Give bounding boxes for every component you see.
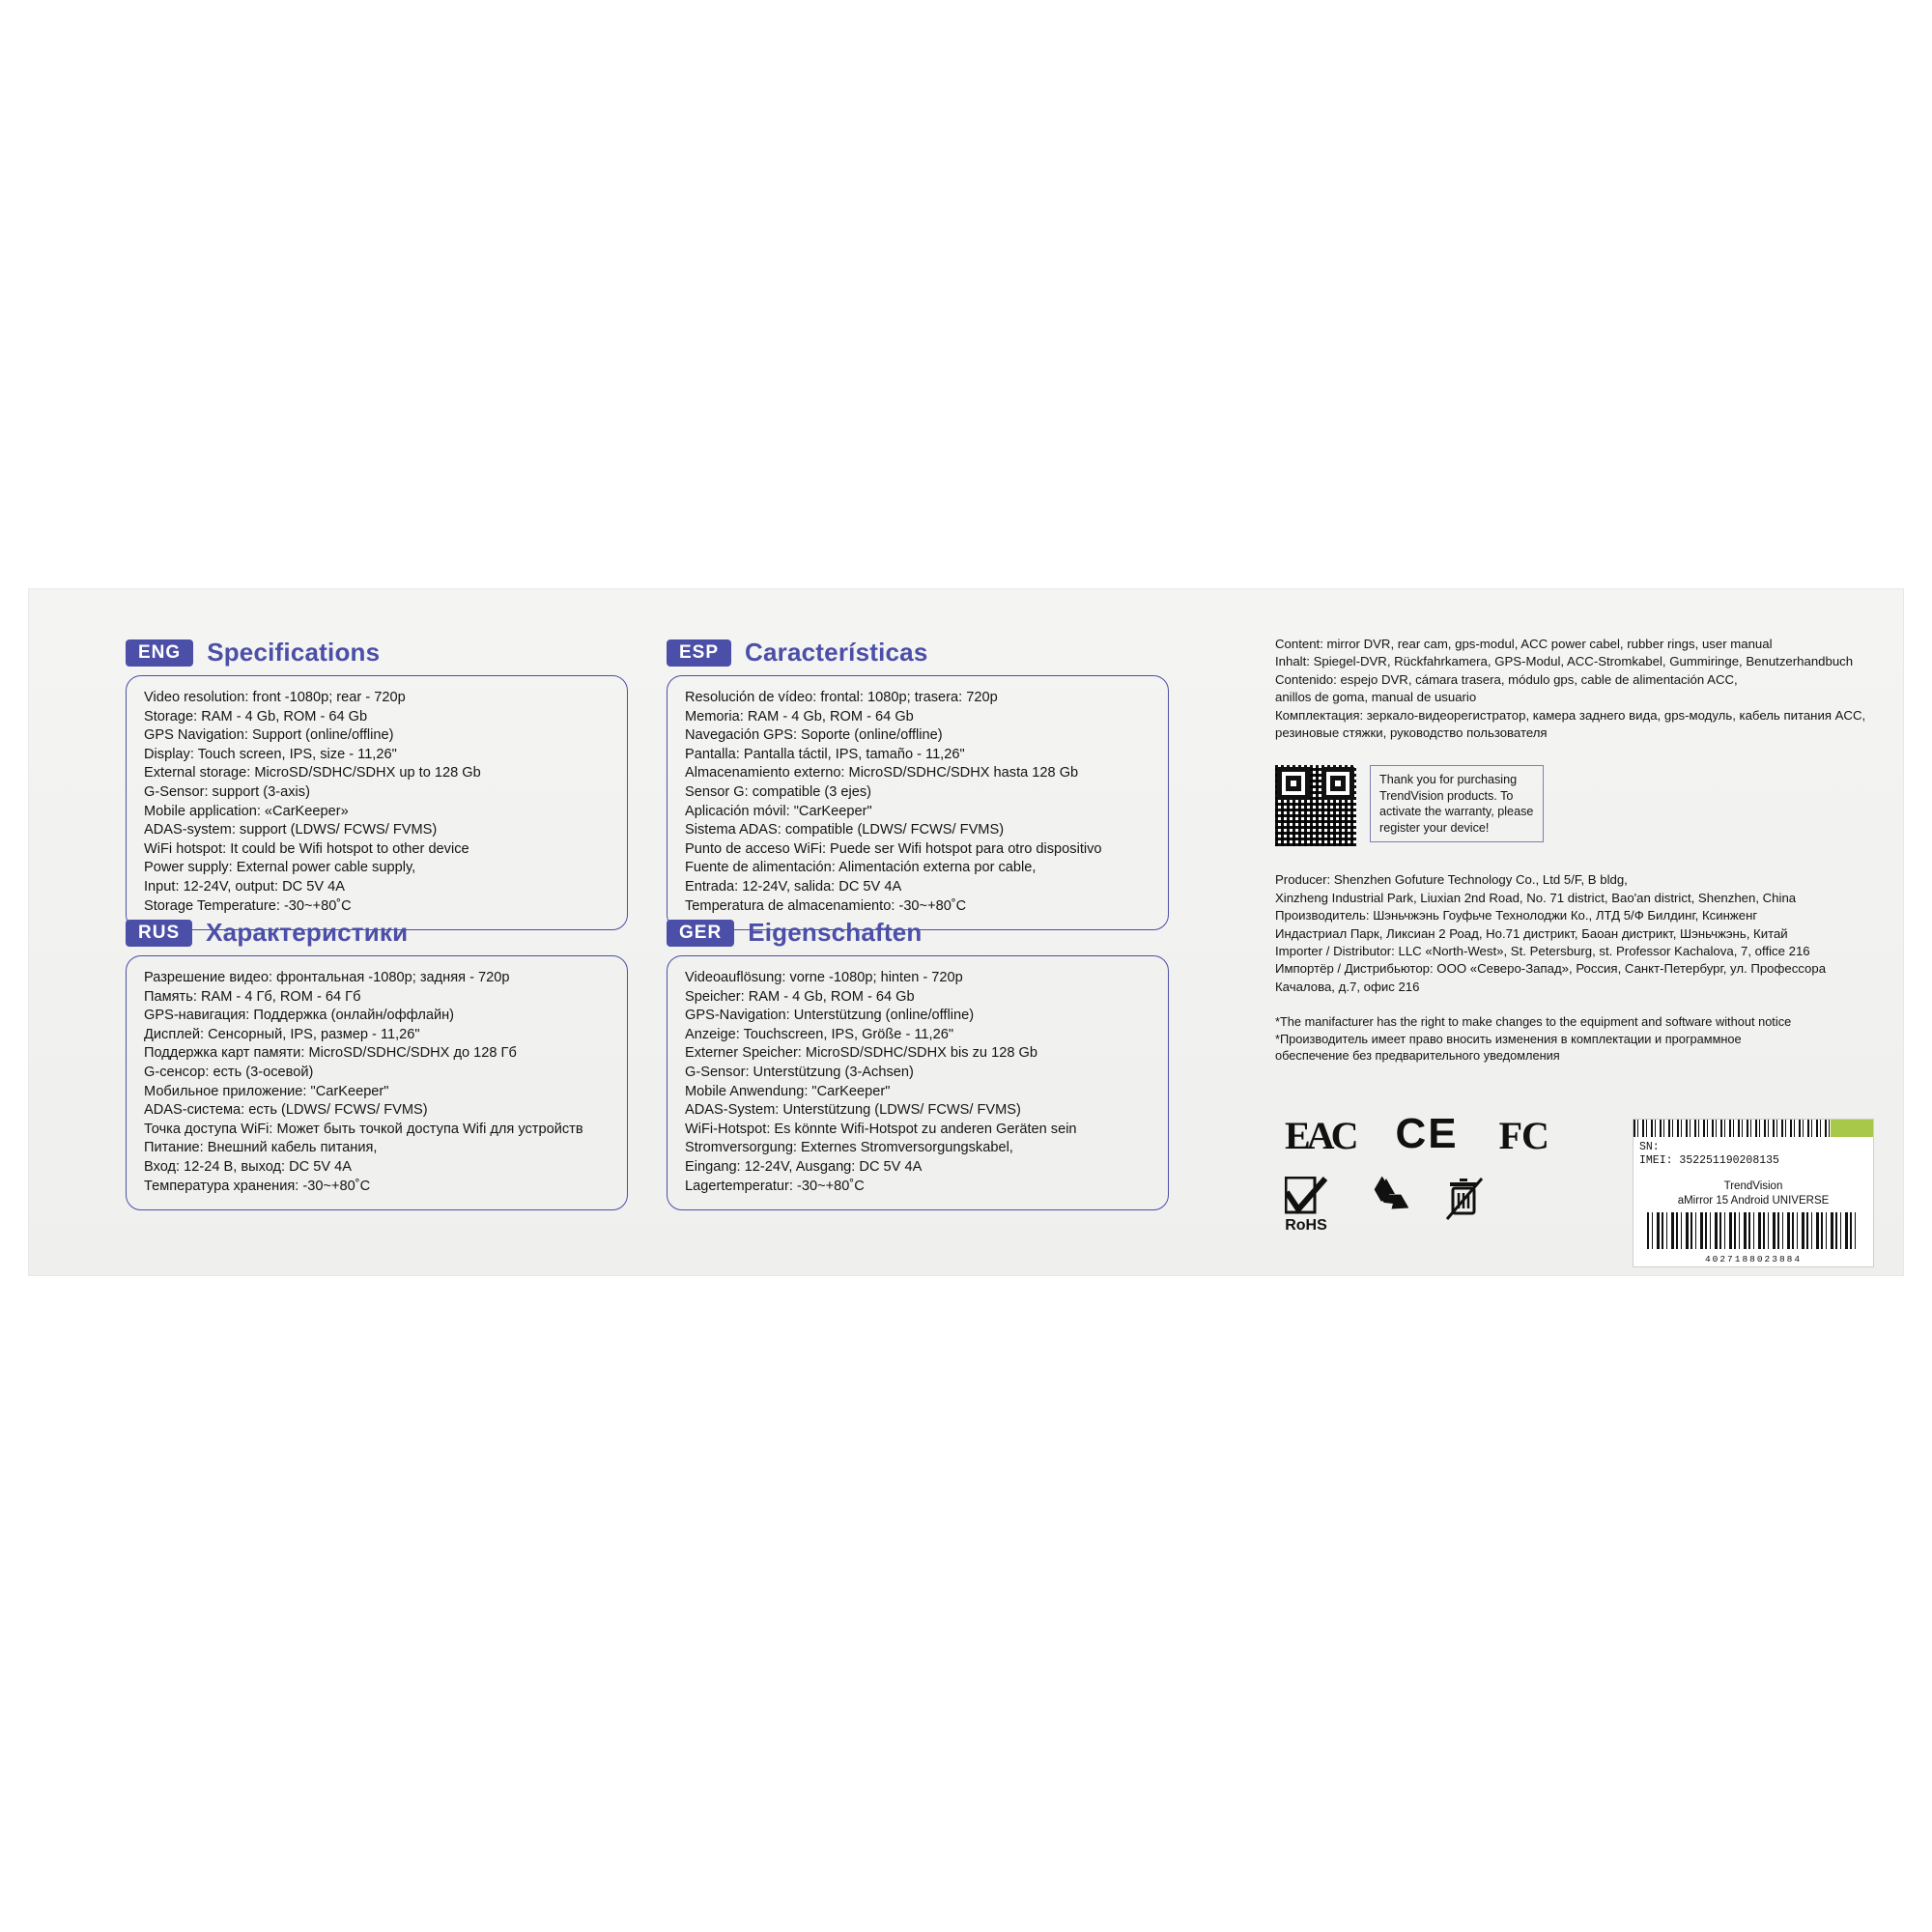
spec-line: Storage: RAM - 4 Gb, ROM - 64 Gb bbox=[144, 708, 368, 724]
spec-line: Aplicación móvil: "CarKeeper" bbox=[685, 803, 872, 819]
disclaimer-line: *Производитель имеет право вносить изменения в комплектации и программное bbox=[1275, 1031, 1742, 1046]
spec-list-ger bbox=[667, 955, 1169, 1210]
spec-title-ger: Eigenschaften bbox=[748, 918, 923, 947]
marks-row-bottom bbox=[1285, 1177, 1536, 1235]
spec-line: Lagertemperatur: -30~+80˚C bbox=[685, 1178, 865, 1194]
lang-tag-esp: ESP bbox=[667, 639, 731, 667]
spec-line: Memoria: RAM - 4 Gb, ROM - 64 Gb bbox=[685, 708, 914, 724]
model-name: aMirror 15 Android UNIVERSE bbox=[1677, 1194, 1830, 1207]
spec-line: ADAS-system: support (LDWS/ FCWS/ FVMS) bbox=[144, 822, 438, 838]
spec-header-rus bbox=[126, 918, 647, 948]
spec-line: ADAS-System: Unterstützung (LDWS/ FCWS/ FVMS) bbox=[685, 1102, 1021, 1119]
panel-surface bbox=[29, 589, 1903, 1275]
spec-line: Дисплей: Сенсорный, IPS, размер - 11,26" bbox=[144, 1026, 420, 1042]
spec-line: Питание: Внешний кабель питания, bbox=[144, 1140, 378, 1156]
spec-line: G-Sensor: Unterstützung (3-Achsen) bbox=[685, 1064, 914, 1080]
spec-header-eng bbox=[126, 638, 647, 668]
spec-line: Anzeige: Touchscreen, IPS, Größe - 11,26" bbox=[685, 1026, 954, 1042]
imei-value: 352251190208135 bbox=[1679, 1154, 1779, 1167]
fcc-mark-icon: FC bbox=[1498, 1114, 1548, 1157]
barcode-number: 4027188023884 bbox=[1704, 1254, 1803, 1264]
spec-line: Fuente de alimentación: Alimentación externa por cable, bbox=[685, 860, 1037, 876]
spec-block-ger bbox=[667, 918, 1188, 1210]
contents-line: Contenido: espejo DVR, cámara trasera, módulo gps, cable de alimentación ACC, bbox=[1275, 671, 1738, 687]
spec-line: G-Sensor: support (3-axis) bbox=[144, 783, 310, 800]
sn-field: SN: bbox=[1639, 1141, 1660, 1153]
right-info-column bbox=[1275, 636, 1874, 1065]
spec-line: Display: Touch screen, IPS, size - 11,26" bbox=[144, 746, 397, 762]
spec-line: Video resolution: front -1080p; rear - 720p bbox=[144, 690, 406, 705]
spec-line: Eingang: 12-24V, Ausgang: DC 5V 4A bbox=[685, 1158, 923, 1175]
recycle-mark-icon bbox=[1364, 1177, 1408, 1219]
producer-line: Производитель: Шэньчжэнь Гоуфьче Технолоджи Ко., ЛТД 5/Ф Билдинг, Ксинженг bbox=[1275, 908, 1758, 923]
producer-line: Xinzheng Industrial Park, Liuxian 2nd Road, No. 71 district, Bao'an district, Shenzhen, China bbox=[1275, 890, 1797, 905]
spec-line: Punto de acceso WiFi: Puede ser Wifi hotspot para otro dispositivo bbox=[685, 840, 1102, 857]
spec-line: Pantalla: Pantalla táctil, IPS, tamaño - 11,26" bbox=[685, 746, 965, 762]
spec-line: Stromversorgung: Externes Stromversorgungskabel, bbox=[685, 1140, 1013, 1156]
spec-line: Resolución de vídeo: frontal: 1080p; trasera: 720p bbox=[685, 690, 998, 705]
spec-line: Videoauflösung: vorne -1080p; hinten - 720p bbox=[685, 970, 963, 985]
spec-line: GPS Navigation: Support (online/offline) bbox=[144, 727, 394, 744]
packaging-panel bbox=[29, 589, 1903, 1275]
marks-row-top bbox=[1285, 1101, 1548, 1157]
model-info bbox=[1634, 1179, 1873, 1208]
spec-line: Разрешение видео: фронтальная -1080p; задняя - 720p bbox=[144, 970, 510, 985]
spec-block-eng bbox=[126, 638, 647, 930]
brand-name: TrendVision bbox=[1723, 1180, 1783, 1192]
qr-code-icon[interactable] bbox=[1275, 765, 1356, 846]
disclaimer-text bbox=[1275, 1013, 1874, 1065]
disclaimer-line: *The manifacturer has the right to make changes to the equipment and software without notice bbox=[1275, 1014, 1792, 1030]
imei-field bbox=[1639, 1154, 1779, 1168]
package-contents bbox=[1275, 636, 1874, 742]
spec-line: WiFi-Hotspot: Es könnte Wifi-Hotspot zu anderen Geräten sein bbox=[685, 1121, 1077, 1137]
producer-line: Importer / Distributor: LLC «North-West», St. Petersburg, st. Professor Kachalova, 7, office 216 bbox=[1275, 944, 1810, 959]
spec-line: Sensor G: compatible (3 ejes) bbox=[685, 783, 872, 800]
spec-line: Mobile application: «CarKeeper» bbox=[144, 803, 349, 819]
label-green-marker bbox=[1831, 1120, 1873, 1137]
spec-line: Speicher: RAM - 4 Gb, ROM - 64 Gb bbox=[685, 988, 915, 1005]
lang-tag-ger: GER bbox=[667, 920, 734, 947]
spec-line: Navegación GPS: Soporte (online/offline) bbox=[685, 727, 943, 744]
spec-header-esp bbox=[667, 638, 1188, 668]
producer-line: Producer: Shenzhen Gofuture Technology Co., Ltd 5/F, B bldg, bbox=[1275, 872, 1628, 888]
spec-line: Storage Temperature: -30~+80˚C bbox=[144, 897, 352, 914]
spec-list-rus bbox=[126, 955, 628, 1210]
contents-line: Inhalt: Spiegel-DVR, Rückfahrkamera, GPS-Modul, ACC-Stromkabel, Gummiringe, Benutzerhandbuch bbox=[1275, 654, 1854, 669]
spec-line: Точка доступа WiFi: Может быть точкой доступа Wifi для устройств bbox=[144, 1121, 583, 1137]
spec-line: Вход: 12-24 В, выход: DC 5V 4A bbox=[144, 1158, 353, 1175]
producer-line: Качалова, д.7, офис 216 bbox=[1275, 979, 1420, 994]
producer-line: Импортёр / Дистрибьютор: ООО «Северо-Запад», Россия, Санкт-Петербург, ул. Профессора bbox=[1275, 961, 1827, 977]
spec-line: Память: RAM - 4 Гб, ROM - 64 Гб bbox=[144, 988, 361, 1005]
spec-line: Externer Speicher: MicroSD/SDHC/SDHX bis zu 128 Gb bbox=[685, 1045, 1037, 1062]
spec-title-esp: Características bbox=[745, 638, 928, 667]
qr-registration-row bbox=[1275, 765, 1874, 846]
spec-list-eng bbox=[126, 675, 628, 930]
spec-list-esp bbox=[667, 675, 1169, 930]
spec-block-esp bbox=[667, 638, 1188, 930]
spec-line: GPS-навигация: Поддержка (онлайн/оффлайн) bbox=[144, 1008, 455, 1024]
spec-line: External storage: MicroSD/SDHC/SDHX up to 128 Gb bbox=[144, 765, 481, 781]
spec-header-ger bbox=[667, 918, 1188, 948]
spec-line: Sistema ADAS: compatible (LDWS/ FCWS/ FVMS) bbox=[685, 822, 1005, 838]
certification-marks bbox=[1285, 1101, 1548, 1235]
spec-line: Input: 12-24V, output: DC 5V 4A bbox=[144, 878, 345, 895]
spec-title-eng: Specifications bbox=[207, 638, 381, 667]
spec-block-rus bbox=[126, 918, 647, 1210]
weee-bin-mark-icon bbox=[1445, 1177, 1484, 1221]
contents-line: anillos de goma, manual de usuario bbox=[1275, 690, 1477, 705]
ean-barcode bbox=[1647, 1212, 1860, 1249]
spec-line: Entrada: 12-24V, salida: DC 5V 4A bbox=[685, 878, 902, 895]
ce-mark-icon: CE bbox=[1395, 1110, 1459, 1157]
spec-line: ADAS-система: есть (LDWS/ FCWS/ FVMS) bbox=[144, 1102, 428, 1119]
lang-tag-rus: RUS bbox=[126, 920, 192, 947]
disclaimer-line: обеспечение без предварительного уведомления bbox=[1275, 1048, 1560, 1064]
contents-line: резиновые стяжки, руководство пользователя bbox=[1275, 725, 1548, 741]
spec-line: WiFi hotspot: It could be Wifi hotspot to other device bbox=[144, 840, 469, 857]
producer-line: Индастриал Парк, Ликсиан 2 Роад, Но.71 дистрикт, Баоан дистрикт, Шэньчжэнь, Китай bbox=[1275, 925, 1788, 941]
imei-label: IMEI: bbox=[1639, 1154, 1673, 1167]
spec-title-rus: Характеристики bbox=[206, 918, 409, 947]
spec-line: Power supply: External power cable supply, bbox=[144, 860, 416, 876]
rohs-label: RoHS bbox=[1285, 1217, 1327, 1234]
contents-line: Комплектация: зеркало-видеорегистратор, камера заднего вида, gps-модуль, кабель питания ACC, bbox=[1275, 707, 1866, 723]
serial-label bbox=[1633, 1119, 1874, 1267]
lang-tag-eng: ENG bbox=[126, 639, 193, 667]
spec-line: Almacenamiento externo: MicroSD/SDHC/SDHX hasta 128 Gb bbox=[685, 765, 1079, 781]
spec-line: Temperatura de almacenamiento: -30~+80˚C bbox=[685, 897, 967, 914]
spec-line: Мобильное приложение: "CarKeeper" bbox=[144, 1083, 389, 1099]
producer-info bbox=[1275, 871, 1874, 996]
qr-note-text: Thank you for purchasing TrendVision products. To activate the warranty, please register your device! bbox=[1370, 765, 1544, 842]
rohs-mark-icon bbox=[1285, 1177, 1327, 1235]
spec-line: Температура хранения: -30~+80˚C bbox=[144, 1178, 371, 1194]
contents-line: Content: mirror DVR, rear cam, gps-modul, ACC power cabel, rubber rings, user manual bbox=[1275, 637, 1773, 651]
eac-mark-icon: EAC bbox=[1285, 1114, 1355, 1157]
spec-line: G-сенсор: есть (3-осевой) bbox=[144, 1064, 314, 1080]
spec-line: GPS-Navigation: Unterstützung (online/offline) bbox=[685, 1008, 975, 1024]
spec-line: Поддержка карт памяти: MicroSD/SDHC/SDHX до 128 Гб bbox=[144, 1045, 517, 1062]
spec-line: Mobile Anwendung: "CarKeeper" bbox=[685, 1083, 891, 1099]
